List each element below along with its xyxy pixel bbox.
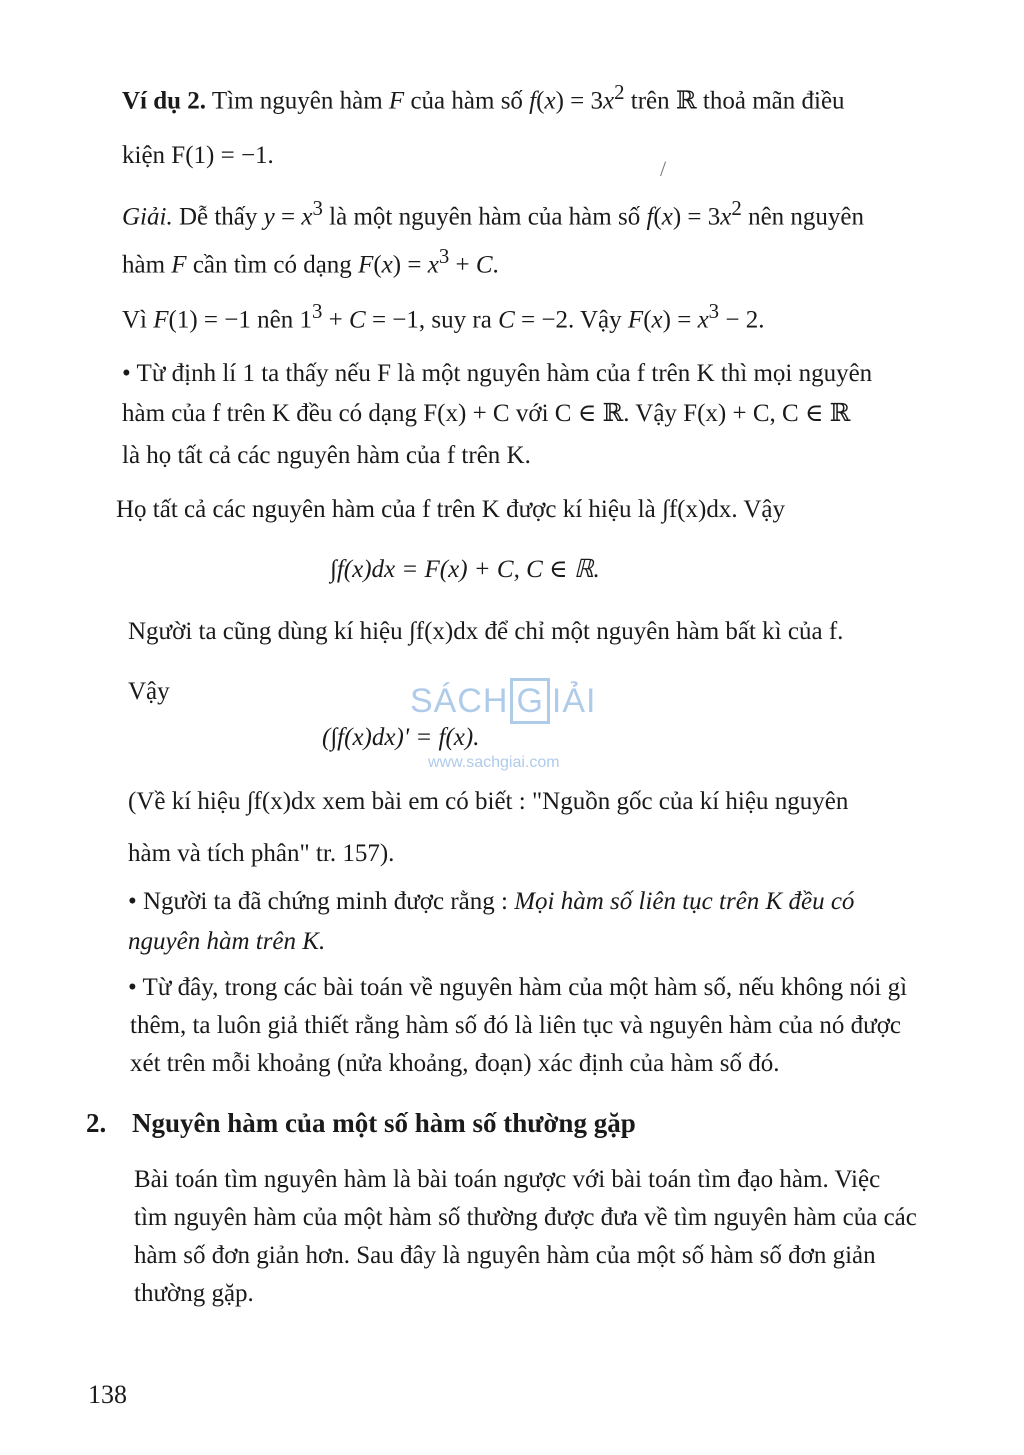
integral-formula: ∫f(x)dx = F(x) + C, C ∈ ℝ. [330,556,600,583]
watermark-url: www.sachgiai.com [428,754,560,771]
section-title: Nguyên hàm của một số hàm số thường gặp [132,1108,636,1138]
bullet-1-line-1: • Từ định lí 1 ta thấy nếu F là một nguyên hàm của f trên K thì mọi nguyên [122,360,873,387]
page-number: 138 [88,1380,127,1409]
example-2-line-1: Ví dụ 2. Tìm nguyên hàm F của hàm số $f(x) = 3x^2$ trên ℝ thoả mãn điều [122,80,845,115]
solution-line-2: hàm F cần tìm có dạng $F(x) = x^3 + C$. [122,244,499,279]
reference-line-2: hàm và tích phân" tr. 157). [128,840,395,867]
notation-note-line: Người ta cũng dùng kí hiệu ∫f(x)dx để chỉ một nguyên hàm bất kì của f. [128,618,844,645]
reference-line-1: (Về kí hiệu ∫f(x)dx xem bài em có biết : "Nguồn gốc của kí hiệu nguyên [128,788,849,815]
watermark-logo: SÁCH G IẢI [410,678,597,724]
section-body-line-2: tìm nguyên hàm của một hàm số thường được đưa về tìm nguyên hàm của các [134,1204,917,1231]
section-heading [86,1108,636,1139]
family-notation-line: Họ tất cả các nguyên hàm của f trên K được kí hiệu là ∫f(x)dx. Vậy [116,496,786,523]
solution-line-1: Giải. Dễ thấy $y = x^3$ là một nguyên hàm của hàm số $f(x) = 3x^2$ nên nguyên [122,196,865,231]
therefore-label: Vậy [128,678,170,705]
section-body-line-1: Bài toán tìm nguyên hàm là bài toán ngược với bài toán tìm đạo hàm. Việc [134,1166,881,1193]
section-body-line-4: thường gặp. [134,1280,254,1307]
bullet-2-line-2: nguyên hàm trên K. [128,928,326,955]
example-2-line-2: kiện F(1) = −1. [122,142,274,169]
bullet-1-line-2: hàm của f trên K đều có dạng F(x) + C với C ∈ ℝ. Vậy F(x) + C, C ∈ ℝ [122,400,851,427]
stray-mark: / [660,156,667,181]
bullet-3-line-1: • Từ đây, trong các bài toán về nguyên hàm của một hàm số, nếu không nói gì [128,974,908,1001]
bullet-3-line-3: xét trên mỗi khoảng (nửa khoảng, đoạn) xác định của hàm số đó. [130,1050,780,1077]
bullet-1-line-3: là họ tất cả các nguyên hàm của f trên K. [122,442,531,469]
section-number: 2. [86,1108,107,1138]
section-body-line-3: hàm số đơn giản hơn. Sau đây là nguyên hàm của một số hàm số đơn giản [134,1242,876,1269]
bullet-3-line-2: thêm, ta luôn giả thiết rằng hàm số đó là liên tục và nguyên hàm của nó được [130,1012,902,1039]
derivative-formula: (∫f(x)dx)' = f(x). [322,724,480,751]
solution-line-3: Vì F(1) = −1 nên $1^3 + C = -1$, suy ra C = −2. Vậy $F(x) = x^3 - 2$. [122,299,765,334]
bullet-2-line-1: • Người ta đã chứng minh được rằng : Mọi hàm số liên tục trên K đều có [128,888,855,915]
